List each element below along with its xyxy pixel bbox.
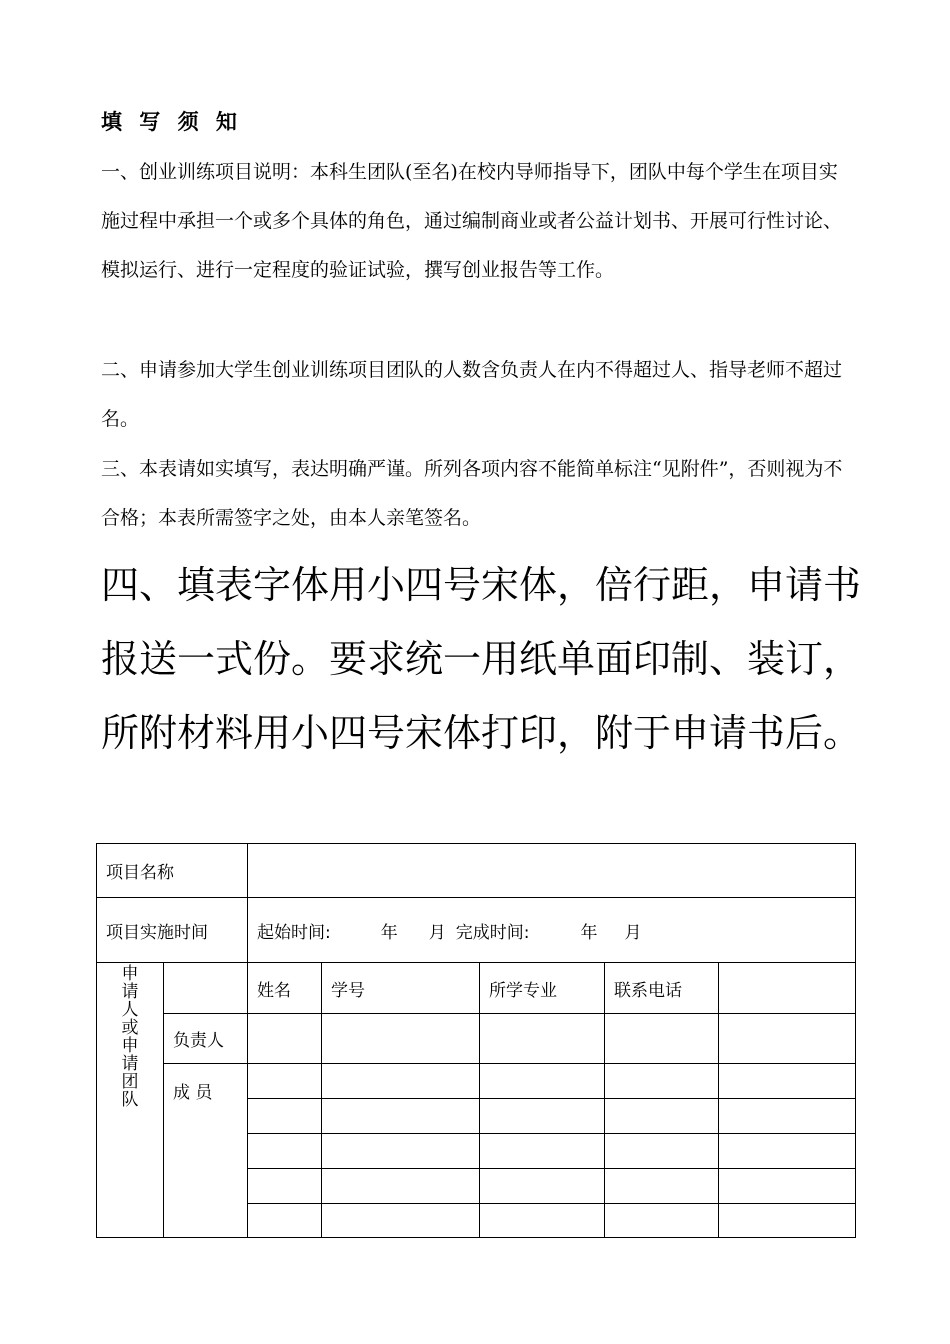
member-phone-cell[interactable] [605,1134,719,1169]
member-extra-cell[interactable] [719,1064,856,1099]
application-form-table [96,843,856,1238]
notice-paragraph-1: 一、创业训练项目说明：本科生团队(至名)在校内导师指导下，团队中每个学生在项目实施过程中承担一个或多个具体的角色，通过编制商业或者公益计划书、开展可行性讨论、模拟运行、进行一定程度的验证试验，撰写创业报告等工作。 [101,161,843,281]
notice-paragraph-2: 二、申请参加大学生创业训练项目团队的人数含负责人在内不得超过人、指导老师不超过名。 [101,359,843,430]
member-student-id-cell[interactable] [322,1099,480,1134]
end-month-label: 月 [624,922,642,943]
column-header-student-id: 学号 [322,963,480,1014]
leader-major-cell[interactable] [480,1014,605,1064]
leader-label: 负责人 [164,1014,248,1064]
member-student-id-cell[interactable] [322,1169,480,1204]
member-phone-cell[interactable] [605,1099,719,1134]
project-name-label: 项目名称 [97,844,248,898]
member-name-cell[interactable] [248,1134,322,1169]
leader-student-id-cell[interactable] [322,1014,480,1064]
start-time-label: 起始时间: [257,922,331,943]
end-year-label: 年 [580,922,598,943]
project-name-field[interactable] [248,844,856,898]
column-header-name: 姓名 [248,963,322,1014]
project-name-row [97,844,856,898]
member-major-cell[interactable] [480,1134,605,1169]
project-time-row [97,898,856,963]
member-major-cell[interactable] [480,1169,605,1204]
notice-heading: 填 写 须 知 [101,109,242,134]
member-extra-cell[interactable] [719,1134,856,1169]
team-label-cell [97,963,164,1238]
member-extra-cell[interactable] [719,1099,856,1134]
member-major-cell[interactable] [480,1204,605,1238]
column-header-major: 所学专业 [480,963,605,1014]
member-row [97,1064,856,1099]
member-major-cell[interactable] [480,1064,605,1099]
member-name-cell[interactable] [248,1204,322,1238]
start-month-label: 月 [428,922,446,943]
member-name-cell[interactable] [248,1169,322,1204]
member-phone-cell[interactable] [605,1204,719,1238]
member-extra-cell[interactable] [719,1204,856,1238]
column-header-blank [719,963,856,1014]
project-time-label: 项目实施时间 [97,898,248,963]
end-time-label: 完成时间: [455,922,530,943]
team-header-empty-cell [164,963,248,1014]
leader-row [97,1014,856,1064]
member-label: 成 员 [164,1064,248,1238]
member-student-id-cell[interactable] [322,1204,480,1238]
member-phone-cell[interactable] [605,1169,719,1204]
leader-phone-cell[interactable] [605,1014,719,1064]
leader-name-cell[interactable] [248,1014,322,1064]
member-student-id-cell[interactable] [322,1134,480,1169]
member-phone-cell[interactable] [605,1064,719,1099]
team-header-row [97,963,856,1014]
start-year-label: 年 [380,922,398,943]
member-name-cell[interactable] [248,1064,322,1099]
column-header-phone: 联系电话 [605,963,719,1014]
member-extra-cell[interactable] [719,1169,856,1204]
member-student-id-cell[interactable] [322,1064,480,1099]
notice-paragraph-3: 三、本表请如实填写，表达明确严谨。所列各项内容不能简单标注“见附件”，否则视为不合格；本表所需签字之处，由本人亲笔签名。 [101,458,843,529]
leader-extra-cell[interactable] [719,1014,856,1064]
project-time-field[interactable] [248,898,856,963]
team-label: 申请人或申请团队 [121,964,139,1110]
notice-paragraph-4: 四、填表字体用小四号宋体，倍行距，申请书报送一式份。要求统一用纸单面印制、装订，所附材料用小四号宋体打印，附于申请书后。 [101,563,862,755]
member-name-cell[interactable] [248,1099,322,1134]
member-major-cell[interactable] [480,1099,605,1134]
